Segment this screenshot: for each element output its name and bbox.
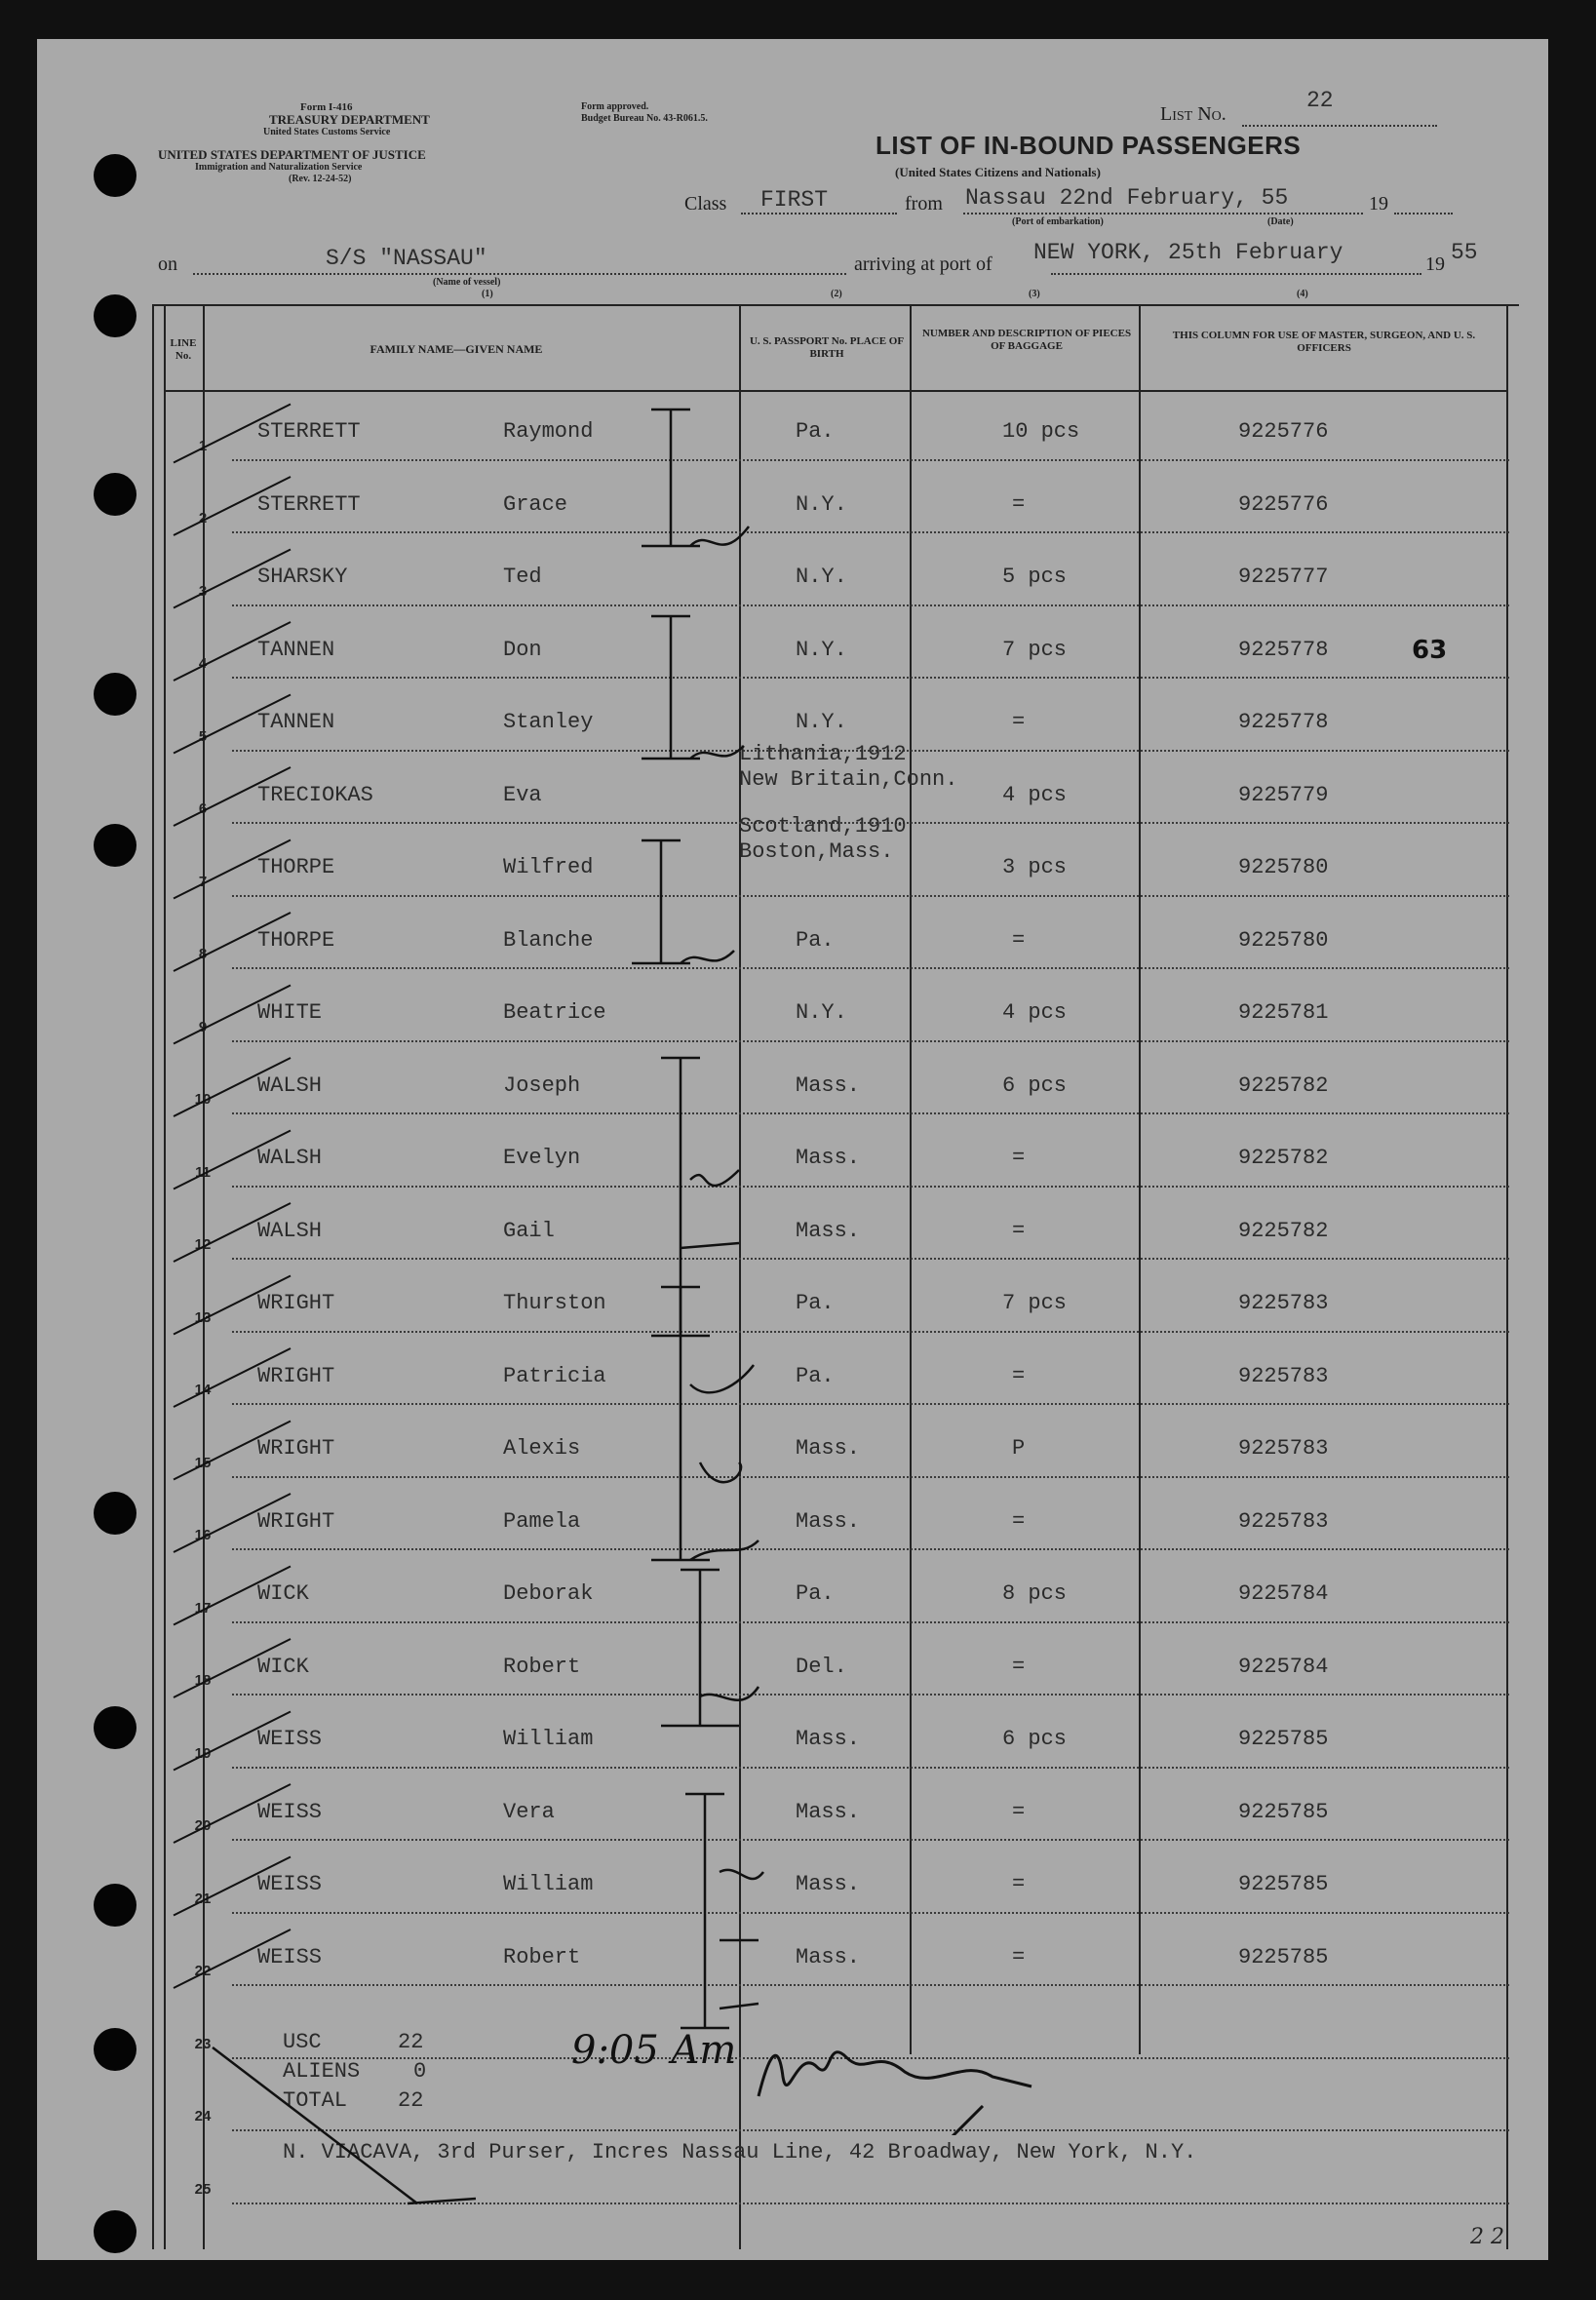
line-number: 1 <box>198 437 208 454</box>
total-label: TOTAL <box>283 2088 348 2113</box>
birthplace-cell: Mass. <box>796 1436 861 1461</box>
given-name-cell: Patricia <box>503 1363 606 1388</box>
given-name-cell: Deborak <box>503 1581 594 1606</box>
birthplace-cell: Pa. <box>796 1291 835 1315</box>
handwritten-time: 9:05 Am <box>571 2028 737 2073</box>
birthplace-cell: Mass. <box>796 1146 861 1170</box>
officer-cell: 9225780 <box>1238 927 1329 953</box>
total-value: 22 <box>398 2088 424 2113</box>
baggage-cell: = <box>1012 710 1026 734</box>
given-name-cell: Gail <box>503 1218 555 1243</box>
col-ref-4: (4) <box>1297 289 1308 299</box>
date-caption: (Date) <box>1267 216 1294 227</box>
check-tick <box>174 986 291 1044</box>
family-name-cell: TANNEN <box>257 637 335 662</box>
check-tick <box>174 1422 291 1480</box>
family-name-cell: WEISS <box>257 1799 323 1824</box>
line-number: 11 <box>195 1163 211 1181</box>
check-tick <box>174 622 291 681</box>
given-name-cell: Evelyn <box>503 1146 581 1170</box>
baggage-cell: = <box>1012 1872 1026 1896</box>
given-name-cell: Stanley <box>503 710 594 734</box>
family-name-cell: TRECIOKAS <box>257 782 373 807</box>
baggage-cell: 7 pcs <box>1002 637 1068 662</box>
baggage-cell: = <box>1012 1363 1026 1388</box>
given-name-cell: William <box>503 1872 594 1896</box>
header-passport: U. S. PASSPORT No. PLACE OF BIRTH <box>749 335 905 360</box>
line-number: 19 <box>194 1744 212 1762</box>
family-name-cell: WICK <box>257 1581 309 1606</box>
family-name-cell: WEISS <box>257 1872 323 1896</box>
given-name-cell: Raymond <box>503 419 594 444</box>
check-tick <box>174 1276 291 1335</box>
birthplace-cell: N.Y. <box>796 491 847 517</box>
sub-agency-name: Immigration and Naturalization Service <box>195 162 363 173</box>
family-name-cell: WALSH <box>257 1218 323 1243</box>
arriving-label: arriving at port of <box>854 253 993 275</box>
family-name-cell: SHARSKY <box>257 565 348 589</box>
baggage-cell: 3 pcs <box>1002 855 1068 879</box>
check-tick <box>174 1930 291 1988</box>
given-name-cell: Alexis <box>503 1436 581 1461</box>
officer-cell: 9225782 <box>1238 1218 1329 1243</box>
family-name-cell: WRIGHT <box>257 1508 335 1534</box>
baggage-cell: = <box>1012 1654 1026 1679</box>
officer-cell: 9225777 <box>1238 565 1329 589</box>
birthplace-cell: Pa. <box>796 1363 835 1388</box>
line-number: 14 <box>194 1382 212 1398</box>
birthplace-cell: Mass. <box>796 1799 861 1824</box>
family-name-cell: WEISS <box>257 1944 323 1969</box>
birthplace-cell: N.Y. <box>796 710 847 734</box>
line-number: 9 <box>198 1018 208 1035</box>
birthplace-cell: Mass. <box>796 1872 861 1896</box>
officer-cell: 9225782 <box>1238 1072 1329 1098</box>
line-number: 22 <box>194 1963 212 1979</box>
line-number: 23 <box>194 2035 212 2052</box>
officer-cell: 9225785 <box>1238 1799 1329 1824</box>
given-name-cell: Eva <box>503 782 542 807</box>
class-label: Class <box>684 193 727 214</box>
service-name: United States Customs Service <box>263 127 391 137</box>
family-name-cell: STERRETT <box>257 419 361 444</box>
line-number: 24 <box>194 2108 212 2125</box>
baggage-cell: = <box>1012 1508 1026 1534</box>
from-label: from <box>905 193 943 214</box>
line-number: 7 <box>198 873 208 890</box>
department-name: TREASURY DEPARTMENT <box>269 112 430 127</box>
check-tick <box>174 1058 291 1116</box>
birthplace-cell: Lithania,1912 New Britain,Conn. <box>739 741 958 792</box>
revision-date: (Rev. 12-24-52) <box>289 174 352 184</box>
officer-cell: 9225779 <box>1238 782 1329 807</box>
given-name-cell: Blanche <box>503 927 594 953</box>
family-name-cell: WALSH <box>257 1072 323 1098</box>
officer-cell: 9225783 <box>1238 1508 1329 1534</box>
officer-cell: 9225783 <box>1238 1436 1329 1461</box>
line-number: 2 <box>198 510 208 526</box>
officer-cell: 9225782 <box>1238 1146 1329 1170</box>
baggage-cell: 6 pcs <box>1002 1072 1068 1098</box>
officer-cell: 9225785 <box>1238 1944 1329 1969</box>
line-number: 13 <box>194 1308 212 1326</box>
officer-cell: 9225778 <box>1238 637 1329 662</box>
birthplace-cell: Mass. <box>796 1218 861 1243</box>
birthplace-cell: Mass. <box>796 1508 861 1534</box>
given-name-cell: Don <box>503 637 542 662</box>
baggage-cell: 7 pcs <box>1002 1291 1068 1315</box>
line-number: 12 <box>194 1236 212 1253</box>
baggage-cell: 8 pcs <box>1002 1581 1068 1606</box>
officer-cell: 9225783 <box>1238 1291 1329 1315</box>
family-name-cell: THORPE <box>257 855 335 879</box>
line-number: 15 <box>194 1454 212 1471</box>
check-tick <box>174 1712 291 1771</box>
birthplace-cell: Mass. <box>796 1944 861 1969</box>
list-no-value: 22 <box>1306 88 1334 113</box>
page-title: LIST OF IN-BOUND PASSENGERS <box>876 131 1302 160</box>
check-tick <box>174 405 291 463</box>
page-number-handwritten: 2 2 <box>1470 2225 1504 2249</box>
officer-cell: 9225778 <box>1238 710 1329 734</box>
col-ref-2: (2) <box>831 289 842 299</box>
given-name-cell: Joseph <box>503 1072 581 1098</box>
check-tick <box>174 1639 291 1697</box>
family-name-cell: TANNEN <box>257 710 335 734</box>
officer-cell: 9225785 <box>1238 1727 1329 1751</box>
line-number: 3 <box>198 582 208 600</box>
check-tick <box>174 477 291 535</box>
line-number: 21 <box>194 1890 212 1907</box>
handwritten-marks <box>37 39 1548 2260</box>
family-name-cell: STERRETT <box>257 491 361 517</box>
line-number: 20 <box>194 1817 212 1834</box>
family-name-cell: WRIGHT <box>257 1436 335 1461</box>
given-name-cell: Ted <box>503 565 542 589</box>
given-name-cell: Beatrice <box>503 1000 606 1025</box>
officer-cell: 9225784 <box>1238 1581 1329 1606</box>
family-name-cell: WRIGHT <box>257 1291 335 1315</box>
total-aliens-value: 0 <box>413 2059 427 2084</box>
family-name-cell: WEISS <box>257 1727 323 1751</box>
baggage-cell: = <box>1012 1944 1026 1969</box>
given-name-cell: William <box>503 1727 594 1751</box>
arrival-year: 55 <box>1451 240 1478 265</box>
officer-cell: 9225785 <box>1238 1872 1329 1896</box>
check-tick <box>174 550 291 608</box>
officer-cell: 9225780 <box>1238 855 1329 879</box>
birthplace-cell: N.Y. <box>796 565 847 589</box>
list-no-label: List No. <box>1160 103 1226 125</box>
check-tick <box>174 1494 291 1552</box>
birthplace-cell: N.Y. <box>796 637 847 662</box>
check-tick <box>174 695 291 754</box>
baggage-cell: 10 pcs <box>1002 419 1080 444</box>
baggage-cell: = <box>1012 1799 1026 1824</box>
birthplace-cell: N.Y. <box>796 1000 847 1025</box>
form-number: Form I-416 <box>300 101 353 113</box>
total-aliens-label: ALIENS <box>283 2059 361 2084</box>
officer-cell: 9225783 <box>1238 1363 1329 1388</box>
family-name-cell: WALSH <box>257 1146 323 1170</box>
baggage-cell: 4 pcs <box>1002 1000 1068 1025</box>
baggage-cell: P <box>1012 1436 1026 1461</box>
baggage-cell: = <box>1012 1218 1026 1243</box>
on-label: on <box>158 253 177 275</box>
officer-cell: 9225776 <box>1238 491 1329 517</box>
margin-note: 63 <box>1412 636 1448 665</box>
family-name-cell: WHITE <box>257 1000 323 1025</box>
line-number: 8 <box>198 946 208 962</box>
birthplace-cell: Pa. <box>796 927 835 953</box>
header-name: FAMILY NAME—GIVEN NAME <box>370 342 543 356</box>
check-tick <box>174 1131 291 1189</box>
total-usc-label: USC <box>283 2030 322 2054</box>
birthplace-cell: Mass. <box>796 1072 861 1098</box>
total-usc-value: 22 <box>398 2030 424 2054</box>
given-name-cell: Grace <box>503 491 568 517</box>
line-number: 18 <box>194 1672 212 1689</box>
year-prefix-1: 19 <box>1369 193 1388 214</box>
birthplace-cell: Scotland,1910 Boston,Mass. <box>739 814 907 864</box>
check-tick <box>174 913 291 971</box>
form-approved: Form approved. <box>581 101 649 112</box>
check-tick <box>174 1203 291 1262</box>
baggage-cell: 5 pcs <box>1002 565 1068 589</box>
baggage-cell: 4 pcs <box>1002 782 1068 807</box>
birthplace-cell: Mass. <box>796 1727 861 1751</box>
check-tick <box>174 1567 291 1625</box>
port-caption: (Port of embarkation) <box>1012 216 1104 227</box>
check-tick <box>174 1348 291 1407</box>
line-number: 4 <box>198 655 208 672</box>
line-number: 5 <box>198 727 208 745</box>
family-name-cell: WRIGHT <box>257 1363 335 1388</box>
given-name-cell: Thurston <box>503 1291 606 1315</box>
officer-cell: 9225776 <box>1238 419 1329 444</box>
year-prefix-2: 19 <box>1425 253 1445 275</box>
budget-bureau: Budget Bureau No. 43-R061.5. <box>581 113 708 124</box>
line-number: 16 <box>194 1527 212 1543</box>
check-tick <box>174 767 291 826</box>
given-name-cell: Wilfred <box>503 855 594 879</box>
baggage-cell: 6 pcs <box>1002 1727 1068 1751</box>
given-name-cell: Robert <box>503 1654 581 1679</box>
header-baggage: NUMBER AND DESCRIPTION OF PIECES OF BAGGAGE <box>921 328 1132 352</box>
officer-cell: 9225781 <box>1238 1000 1329 1025</box>
officer-cell: 9225784 <box>1238 1654 1329 1679</box>
vessel-caption: (Name of vessel) <box>433 277 501 288</box>
header-officers: THIS COLUMN FOR USE OF MASTER, SURGEON, AND U. S. OFFICERS <box>1172 330 1476 354</box>
check-tick <box>174 1784 291 1843</box>
arrival-value: NEW YORK, 25th February <box>1033 240 1343 265</box>
baggage-cell: = <box>1012 1146 1026 1170</box>
header-line-no: LINE No. <box>170 337 197 362</box>
col-ref-3: (3) <box>1029 289 1040 299</box>
line-number: 6 <box>198 800 208 817</box>
baggage-cell: = <box>1012 491 1026 517</box>
purser-line: N. VIACAVA, 3rd Purser, Incres Nassau Line, 42 Broadway, New York, N.Y. <box>283 2140 1197 2164</box>
line-number: 25 <box>194 2180 212 2198</box>
agency-name: UNITED STATES DEPARTMENT OF JUSTICE <box>158 147 426 162</box>
line-number: 10 <box>194 1091 212 1108</box>
col-ref-1: (1) <box>482 289 493 299</box>
line-number: 17 <box>194 1599 212 1617</box>
check-tick <box>174 840 291 899</box>
family-name-cell: THORPE <box>257 927 335 953</box>
baggage-cell: = <box>1012 927 1026 953</box>
page-subtitle: (United States Citizens and Nationals) <box>895 165 1101 179</box>
birthplace-cell: Pa. <box>796 1581 835 1606</box>
document-page <box>37 39 1548 2260</box>
from-value: Nassau 22nd February, 55 <box>965 185 1289 211</box>
birthplace-cell: Pa. <box>796 419 835 444</box>
family-name-cell: WICK <box>257 1654 309 1679</box>
given-name-cell: Vera <box>503 1799 555 1824</box>
vessel-value: S/S "NASSAU" <box>326 246 487 271</box>
given-name-cell: Robert <box>503 1944 581 1969</box>
check-tick <box>174 1857 291 1916</box>
class-value: FIRST <box>760 187 829 213</box>
given-name-cell: Pamela <box>503 1508 581 1534</box>
birthplace-cell: Del. <box>796 1654 847 1679</box>
